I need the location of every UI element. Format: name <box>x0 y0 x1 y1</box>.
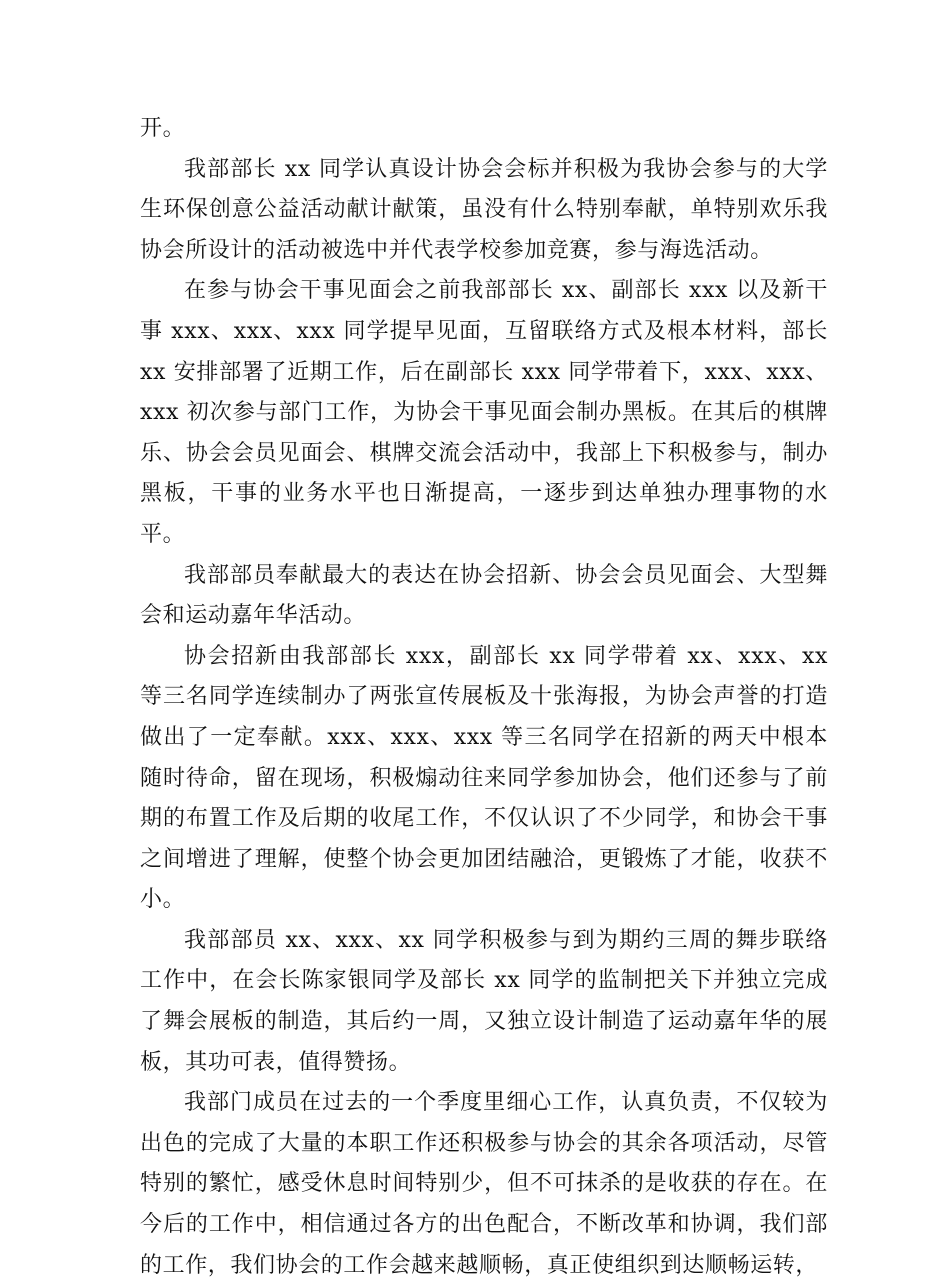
paragraph-contributions-summary: 我部部员奉献最大的表达在协会招新、协会会员见面会、大型舞会和运动嘉年华活动。 <box>140 562 828 629</box>
paragraph-quarter-review: 我部门成员在过去的一个季度里细心工作，认真负责，不仅较为出色的完成了大量的本职工作还积极参与协会的其余各项活动，尽管特别的繁忙，感受休息时间特别少，但不可抹杀的是收获的存在。在今后的工作中，相信通过各方的出色配合，不断改革和协调，我们部的工作，我们协会的工作会越来越顺畅，真正使组织到达顺畅运转， <box>140 1090 828 1278</box>
paragraph-dance-liaison: 我部部员 xx、xxx、xx 同学积极参与到为期约三周的舞步联络工作中，在会长陈家银同学及部长 xx 同学的监制把关下并独立完成了舞会展板的制造，其后约一周，又独立设计制造了运动嘉年华的展板，其功可表，值得赞扬。 <box>140 927 828 1075</box>
paragraph-continuation: 开。 <box>140 116 186 141</box>
paragraph-recruitment: 协会招新由我部部长 xxx，副部长 xx 同学带着 xx、xxx、xx 等三名同学连续制办了两张宣传展板及十张海报，为协会声誉的打造做出了一定奉献。xxx、xxx、xxx 等三名同学在招新的两天中根本随时待命，留在现场，积极煽动往来同学参加协会，他们还参与了前期的布置工作及后期的收尾工作，不仅认识了不少同学，和协会干事之间增进了理解，使整个协会更加团结融洽，更锻炼了才能，收获不小。 <box>140 643 828 913</box>
document-body <box>140 109 828 1286</box>
paragraph-staff-meeting: 在参与协会干事见面会之前我部部长 xx、副部长 xxx 以及新干事 xxx、xxx、xxx 同学提早见面，互留联络方式及根本材料，部长 xx 安排部署了近期工作，后在副部长 xxx 同学带着下，xxx、xxx、xxx 初次参与部门工作，为协会干事见面会制办黑板。在其后的棋牌乐、协会会员见面会、棋牌交流会活动中，我部上下积极参与，制办黑板，干事的业务水平也日渐提高，一逐步到达单独办理事物的水平。 <box>140 278 828 547</box>
paragraph-logo-design: 我部部长 xx 同学认真设计协会会标并积极为我协会参与的大学生环保创意公益活动献计献策，虽没有什么特别奉献，单特别欢乐我协会所设计的活动被选中并代表学校参加竞赛，参与海选活动。 <box>140 156 828 263</box>
